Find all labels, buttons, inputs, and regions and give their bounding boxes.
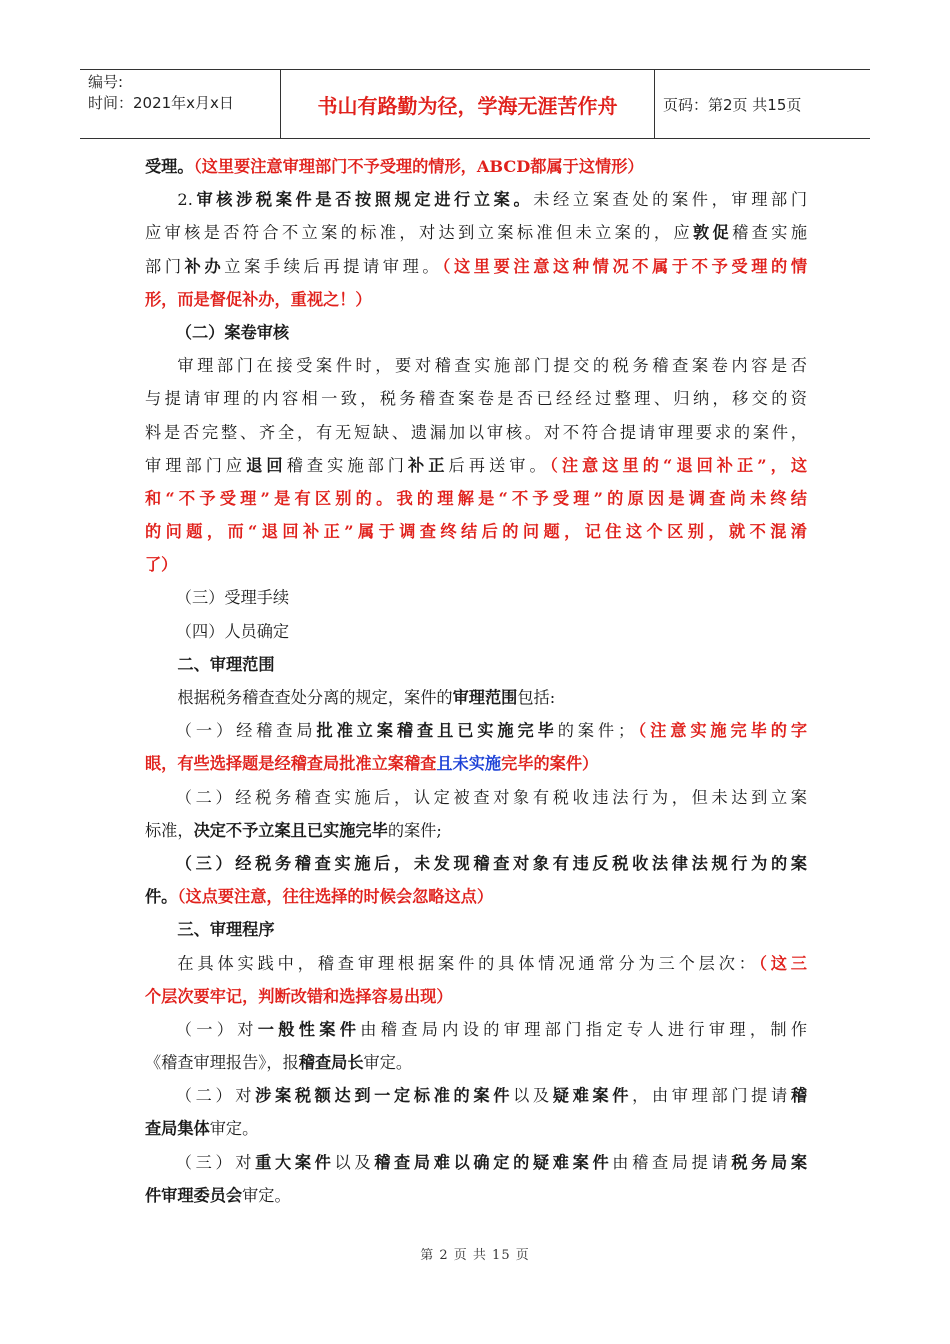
header-meta (80, 70, 280, 138)
body-text: 未经立案查处的案件，审理部门 (533, 190, 808, 210)
body-text: 《稽查审理报告》，报 (145, 1053, 299, 1073)
body-text: 由稽查局提请 (612, 1152, 732, 1172)
body-text: 标准， (145, 820, 194, 840)
annotation-text: 形，而是督促补办，重视之！） (145, 289, 372, 309)
emphasis-text: 决定不予立案且已实施完毕 (193, 820, 388, 840)
emphasis-text: 件。 (145, 887, 178, 907)
text-line (145, 913, 807, 946)
body-text: 审定。 (242, 1185, 291, 1205)
emphasis-text: 敦促 (692, 223, 733, 243)
text-line (145, 1179, 807, 1212)
annotation-text: 眼，有些选择题是经稽查局批准立案稽查 (145, 754, 437, 774)
body-text: 根据税务稽查查处分离的规定，案件的 (177, 688, 453, 707)
emphasis-text: 查局集体 (145, 1119, 210, 1139)
text-line (145, 548, 807, 581)
text-line (145, 316, 807, 349)
body-text: 审理部门在接受案件时，要对稽查实施部门提交的税务稽查案卷内容是否 (177, 356, 807, 376)
header-page-info: 页码：第2页 共15页 (663, 95, 802, 114)
emphasis-text: 涉案税额达到一定标准的案件 (255, 1086, 514, 1106)
highlight-text: 且未实施 (436, 754, 502, 774)
document-number-label: 编号: (88, 73, 124, 91)
emphasis-text: 批准立案稽查且已实施完毕 (316, 721, 558, 741)
annotation-text: 的问题，而“退回补正”属于调查终结后的问题，记住这个区别，就不混淆 (145, 522, 807, 542)
body-text: （四）人员确定 (175, 621, 290, 641)
body-text: 在具体实践中，稽查审理根据案件的具体情况通常分为三个层次： (177, 953, 759, 973)
emphasis-text: （三）经税务稽查实施后，未发现稽查对象有违反税收法律法规行为的案 (175, 853, 807, 873)
annotation-text: （这里要注意这种情况不属于不予受理的情 (442, 256, 808, 276)
emphasis-text: 件审理委员会 (145, 1185, 243, 1205)
body-text: （三）对 (175, 1152, 256, 1172)
body-text: 审理部门应 (145, 455, 247, 475)
text-line (145, 781, 807, 814)
text-line (145, 648, 807, 681)
emphasis-text: 重大案件 (255, 1152, 335, 1172)
emphasis-text: 疑难案件 (552, 1086, 633, 1106)
body-text: 部门 (145, 256, 185, 276)
emphasis-text: 稽查局难以确定的疑难案件 (374, 1152, 613, 1172)
annotation-text: 了） (145, 555, 178, 575)
emphasis-text: 受理。 (145, 157, 194, 176)
text-line (145, 382, 807, 415)
body-text: （一）对 (175, 1019, 258, 1039)
body-text: 的案件； (557, 721, 635, 741)
emphasis-text: 补正 (408, 455, 449, 475)
emphasis-text: 二、审理范围 (177, 654, 275, 674)
text-line (145, 416, 807, 449)
document-body (145, 150, 807, 1212)
body-text: 的案件; (387, 820, 442, 840)
annotation-text: （这三 (758, 953, 807, 973)
body-text: 应审核是否符合不立案的标准，对达到立案标准但未立案的，应 (145, 223, 693, 243)
annotation-text: 和“不予受理”是有区别的。我的理解是“不予受理”的原因是调查尚未终结 (145, 488, 807, 508)
body-text: 与提请审理的内容相一致，税务稽查案卷是否已经经过整理、归纳，移交的资 (145, 389, 807, 409)
body-text: （三）受理手续 (175, 588, 290, 608)
body-text: （二）对 (175, 1086, 256, 1106)
text-line (145, 1079, 807, 1112)
annotation-text: （这点要注意，往往选择的时候会忽略这点） (177, 887, 494, 907)
text-line (145, 183, 807, 216)
emphasis-text: 稽查局长 (298, 1053, 364, 1073)
emphasis-text: 审核涉税案件是否按照规定进行立案。 (192, 190, 534, 210)
text-line (145, 980, 807, 1013)
emphasis-text: 审理范围 (452, 688, 518, 707)
body-text: （一）经稽查局 (175, 721, 317, 741)
header-motto: 书山有路勤为径，学海无涯苦作舟 (280, 70, 655, 138)
page-footer: 第 2 页 共 15 页 (420, 1248, 530, 1263)
text-line (145, 1146, 807, 1179)
emphasis-text: 税务局案 (731, 1152, 808, 1172)
text-line (145, 681, 807, 714)
text-line (145, 150, 807, 183)
body-text: 料是否完整、齐全，有无短缺、遗漏加以审核。对不符合提请审理要求的案件， (145, 422, 807, 442)
emphasis-text: 稽 (790, 1086, 808, 1106)
text-line (145, 515, 807, 548)
annotation-text: （这里要注意审理部门不予受理的情形，ABCD都属于这情形） (193, 157, 644, 176)
body-text: 稽查实施部门 (286, 455, 409, 475)
body-text: 审定。 (209, 1119, 259, 1139)
text-line (145, 714, 807, 747)
body-text: ，由审理部门提请 (632, 1086, 791, 1106)
body-text: 以及 (513, 1086, 553, 1106)
body-text: 由稽查局内设的审理部门指定专人进行审理，制作 (360, 1019, 808, 1039)
text-line (145, 250, 807, 283)
text-line (145, 349, 807, 382)
text-line (145, 1013, 807, 1046)
body-text: 立案手续后再提请审理。 (224, 256, 443, 276)
text-line (145, 482, 807, 515)
body-text: 以及 (334, 1152, 375, 1172)
emphasis-text: 一般性案件 (257, 1019, 361, 1039)
text-line (145, 283, 807, 316)
text-line (145, 847, 807, 880)
emphasis-text: 三、审理程序 (177, 920, 275, 940)
annotation-text: （注意实施完毕的字 (634, 721, 808, 741)
text-line (145, 615, 807, 648)
text-line (145, 1112, 807, 1145)
body-text: 审定。 (363, 1053, 413, 1073)
text-line (145, 880, 807, 913)
body-text: 稽查实施 (732, 223, 808, 243)
annotation-text: （注意这里的“退回补正”，这 (549, 455, 808, 475)
text-line (145, 449, 807, 482)
emphasis-text: 补办 (184, 256, 225, 276)
text-line (145, 947, 807, 980)
body-text: （二）经税务稽查实施后，认定被查对象有税收违法行为，但未达到立案 (175, 787, 807, 807)
text-line (145, 581, 807, 614)
text-line (145, 747, 807, 780)
body-text: 2. (177, 190, 193, 210)
body-text: 后再送审。 (448, 455, 550, 475)
text-line (145, 814, 807, 847)
page-header (80, 69, 870, 139)
document-time: 时间：2021年x月x日 (88, 94, 234, 112)
text-line (145, 216, 807, 249)
text-line (145, 1046, 807, 1079)
emphasis-text: （二）案卷审核 (175, 322, 290, 342)
annotation-text: 个层次要牢记，判断改错和选择容易出现） (145, 986, 453, 1006)
emphasis-text: 退回 (246, 455, 287, 475)
body-text: 包括: (517, 688, 556, 707)
annotation-text: 完毕的案件） (501, 754, 599, 774)
